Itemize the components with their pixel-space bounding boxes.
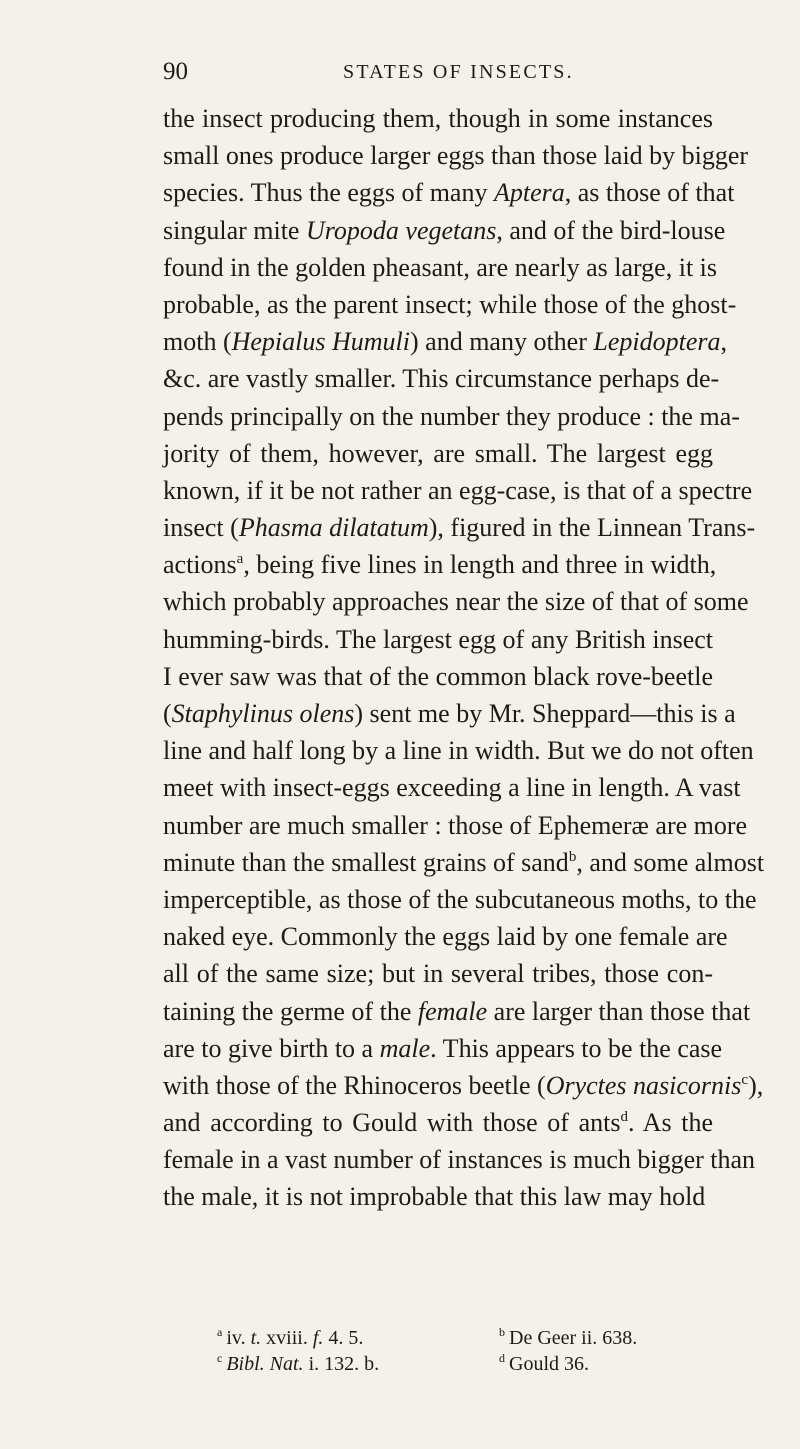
text-run: ), [748,1070,764,1100]
footnote-row [217,1325,717,1351]
text-run: found in the golden pheasant, are nearly as large, it is [163,252,718,282]
text-run: , as those of that [564,178,735,208]
text-run: small ones produce larger eggs than those laid by bigger [163,141,749,171]
text-line [163,174,735,211]
text-run: are to give birth to a [163,1033,380,1063]
text-run: which probably approaches near the size of that of some [163,587,749,617]
text-run: all of the same size; but in several tribes, those con- [163,959,713,989]
text-run: with those of the Rhinoceros beetle ( [163,1070,546,1100]
text-line [163,435,713,472]
footnote-mark: a [217,1325,223,1339]
text-line [163,918,728,955]
text-line [163,323,727,360]
italic-text: t. [250,1327,262,1349]
text-line [163,583,749,620]
text-run: are larger than those that [487,996,751,1026]
text-line [163,881,757,918]
text-run: De Geer ii. 638. [509,1327,638,1349]
text-line [163,1141,756,1178]
text-run: 4. 5. [323,1327,364,1349]
text-line [163,509,756,546]
text-run: meet with insect-eggs exceeding a line in length. A vast [163,773,741,803]
text-run: , [720,327,727,357]
body-text [163,100,765,1216]
text-line [163,993,751,1030]
text-line [163,621,713,658]
text-run: , and some almost [576,847,765,877]
text-line [163,212,726,249]
running-title: STATES OF INSECTS. [343,61,574,83]
footnote-reference: d [620,1109,628,1126]
text-run: ) sent me by Mr. Sheppard—this is a [354,699,736,728]
italic-text: Uropoda vegetans [305,215,497,245]
text-run: probable, as the parent insect; while those of the ghost- [163,289,737,319]
text-run: species. Thus the eggs of many [163,178,494,208]
text-run: actions [163,550,237,580]
text-run: I ever saw was that of the common black rove-beetle [163,661,713,691]
text-line [163,546,717,583]
text-run: naked eye. Commonly the eggs laid by one female are [163,922,728,952]
text-line [163,1178,713,1215]
text-line [163,286,737,323]
text-run: imperceptible, as those of the subcutaneous moths, to the [163,884,757,914]
footnote-a [217,1325,499,1351]
footnote-reference: c [741,1071,749,1088]
text-line [163,1104,713,1141]
text-line [163,658,713,695]
text-run: the insect producing them, though in some instances [163,104,713,133]
footnote-reference: b [568,848,577,865]
italic-text: Aptera [493,178,565,208]
text-line [163,100,713,137]
text-run: known, if it be not rather an egg-case, is that of a spectre [163,475,753,505]
italic-text: Bibl. Nat. [226,1353,304,1375]
text-line [163,955,713,992]
text-line [163,695,736,732]
footnote-b [499,1325,637,1351]
italic-text: Phasma dilatatum [238,513,429,543]
text-run: and according to Gould with those of ants [163,1108,621,1138]
footnote-c [217,1351,499,1377]
italic-text: f. [312,1327,324,1349]
footnote-mark: d [499,1351,505,1365]
italic-text: Lepidoptera [593,327,721,357]
text-line [163,137,749,174]
text-run: pends principally on the number they produce : the ma- [163,401,740,431]
text-line [163,732,754,769]
text-line [163,249,718,286]
text-run: singular mite [163,215,306,245]
text-line [163,360,720,397]
text-run: , and of the bird-louse [496,215,726,245]
text-run: ) and many other [410,327,594,357]
footnote-reference: a [236,551,244,568]
text-run: i. 132. b. [303,1353,380,1375]
page-number: 90 [163,58,188,85]
text-run: . As the [627,1108,713,1138]
text-run: iv. [226,1327,251,1349]
text-run: taining the germe of the [163,996,418,1026]
footnote-d [499,1351,589,1377]
footnote-row [217,1351,717,1377]
text-line [163,769,741,806]
text-run: the male, it is not improbable that this law may hold [163,1182,706,1212]
text-run: ), figured in the Linnean Trans- [428,513,756,543]
text-run: humming-birds. The largest egg of any British insect [163,624,713,654]
italic-text: Hepialus Humuli [231,327,410,357]
text-run: minute than the smallest grains of sand [163,847,569,877]
italic-text: Oryctes nasicornis [545,1070,742,1100]
text-run: number are much smaller : those of Ephemeræ are more [163,810,748,840]
footnote-mark: c [217,1351,223,1365]
text-run: moth ( [163,327,232,357]
text-run: female in a vast number of instances is much bigger than [163,1145,756,1175]
text-run: , being five lines in length and three in width, [243,550,717,580]
text-run: . This appears to be the case [430,1033,723,1063]
text-line [163,472,753,509]
text-line [163,398,740,435]
text-run: Gould 36. [509,1353,589,1375]
italic-text: male [379,1033,431,1063]
text-line [163,1030,723,1067]
footnotes [217,1325,717,1377]
italic-text: female [417,996,488,1026]
running-head [163,54,713,90]
text-run: &c. are vastly smaller. This circumstance perhaps de- [163,364,720,394]
text-line [163,807,748,844]
footnote-mark: b [499,1325,505,1339]
text-run: jority of them, however, are small. The largest egg [163,438,713,468]
text-run: ( [163,699,172,728]
text-line [163,844,765,881]
text-run: insect ( [163,513,239,543]
text-run: xviii. [261,1327,313,1349]
italic-text: Staphylinus olens [171,699,355,728]
text-line [163,1067,764,1104]
text-run: line and half long by a line in width. But we do not often [163,736,754,766]
